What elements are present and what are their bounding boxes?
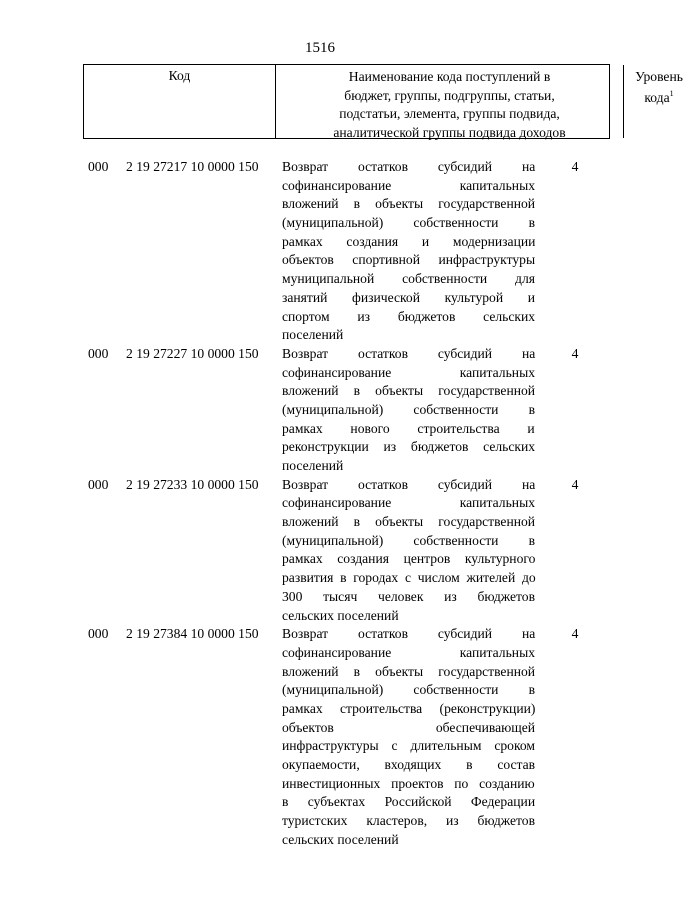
description-line: софинансирование капитальных <box>282 177 536 193</box>
header-name-line: бюджет, группы, подгруппы, статьи, <box>344 87 555 103</box>
description-line: инвестиционных проектов по созданию <box>282 775 535 791</box>
description-line: вложений в объекты государственной <box>282 663 536 679</box>
header-name-line: подстатьи, элемента, группы подвида, <box>339 106 560 121</box>
row-code: 2 19 27233 10 0000 150 <box>126 476 259 492</box>
description-line: развития в городах с числом жителей до <box>282 570 536 586</box>
description-line: софинансирование капитальных <box>282 364 536 380</box>
page-number: 1516 <box>305 40 335 56</box>
row-description <box>282 345 535 476</box>
table-row <box>0 625 640 849</box>
description-line: Возврат остатков субсидий на <box>282 626 536 642</box>
description-line: инфраструктуры с длительным сроком <box>282 738 536 754</box>
row-prefix: 000 <box>88 159 109 174</box>
description-line: занятий физической культурой и <box>282 289 536 305</box>
row-prefix: 000 <box>88 476 109 492</box>
description-line: сельских поселений <box>282 607 399 623</box>
description-line: в субъектах Российской Федерации <box>282 794 536 810</box>
row-description <box>282 476 535 626</box>
description-line: (муниципальной) собственности в <box>282 215 535 231</box>
table-row <box>0 158 640 345</box>
description-line: вложений в объекты государственной <box>282 383 536 399</box>
row-level: 4 <box>571 476 579 492</box>
header-name <box>275 65 624 138</box>
row-prefix: 000 <box>88 626 109 642</box>
row-code: 2 19 27217 10 0000 150 <box>126 159 259 174</box>
row-code: 2 19 27227 10 0000 150 <box>126 345 259 361</box>
row-level: 4 <box>571 159 579 174</box>
header-name-line: Наименование кода поступлений в <box>348 69 551 84</box>
table-row <box>0 345 640 476</box>
description-line: Возврат остатков субсидий на <box>282 476 536 492</box>
description-line: софинансирование капитальных <box>282 644 536 660</box>
footnote-marker: 1 <box>669 89 674 98</box>
description-line: софинансирование капитальных <box>282 495 536 511</box>
row-level: 4 <box>571 345 579 361</box>
description-line: Возврат остатков субсидий на <box>282 345 536 361</box>
description-line: сельских поселений <box>282 831 399 847</box>
description-line: туристских кластеров, из бюджетов <box>282 813 535 829</box>
header-code: Код <box>168 68 191 83</box>
header-level-line <box>624 85 694 106</box>
description-line: спортом из бюджетов сельских <box>282 308 536 324</box>
description-line: вложений в объекты государственной <box>282 196 536 212</box>
table-body <box>0 158 640 849</box>
description-line: (муниципальной) собственности в <box>282 532 535 548</box>
row-description <box>282 625 535 849</box>
description-line: реконструкции из бюджетов сельских <box>282 439 536 455</box>
description-line: 300 тысяч человек из бюджетов <box>282 588 536 604</box>
description-line: (муниципальной) собственности в <box>282 401 535 417</box>
description-line: поселений <box>282 458 344 473</box>
description-line: поселений <box>282 327 344 343</box>
description-line: рамках создания центров культурного <box>282 551 536 567</box>
header-name-line: аналитической группы подвида доходов <box>333 124 566 140</box>
table-header <box>83 64 683 140</box>
description-line: объектов обеспечивающей <box>282 719 536 735</box>
description-line: рамках нового строительства и <box>282 420 535 436</box>
description-line: рамках создания и модернизации <box>282 233 536 249</box>
row-level: 4 <box>571 626 579 642</box>
description-line: (муниципальной) собственности в <box>282 682 535 698</box>
description-line: вложений в объекты государственной <box>282 514 536 530</box>
row-code: 2 19 27384 10 0000 150 <box>126 626 259 642</box>
description-line: муниципальной собственности для <box>282 271 535 287</box>
row-description <box>282 158 535 345</box>
description-line: Возврат остатков субсидий на <box>282 159 536 174</box>
description-line: объектов спортивной инфраструктуры <box>282 252 536 268</box>
header-level-word: кода <box>644 90 670 105</box>
row-prefix: 000 <box>88 345 109 361</box>
description-line: рамках строительства (реконструкции) <box>282 700 536 716</box>
header-level <box>624 65 694 138</box>
header-level-line: Уровень <box>635 69 683 84</box>
table-row <box>0 476 640 626</box>
description-line: окупаемости, входящих в состав <box>282 757 536 772</box>
